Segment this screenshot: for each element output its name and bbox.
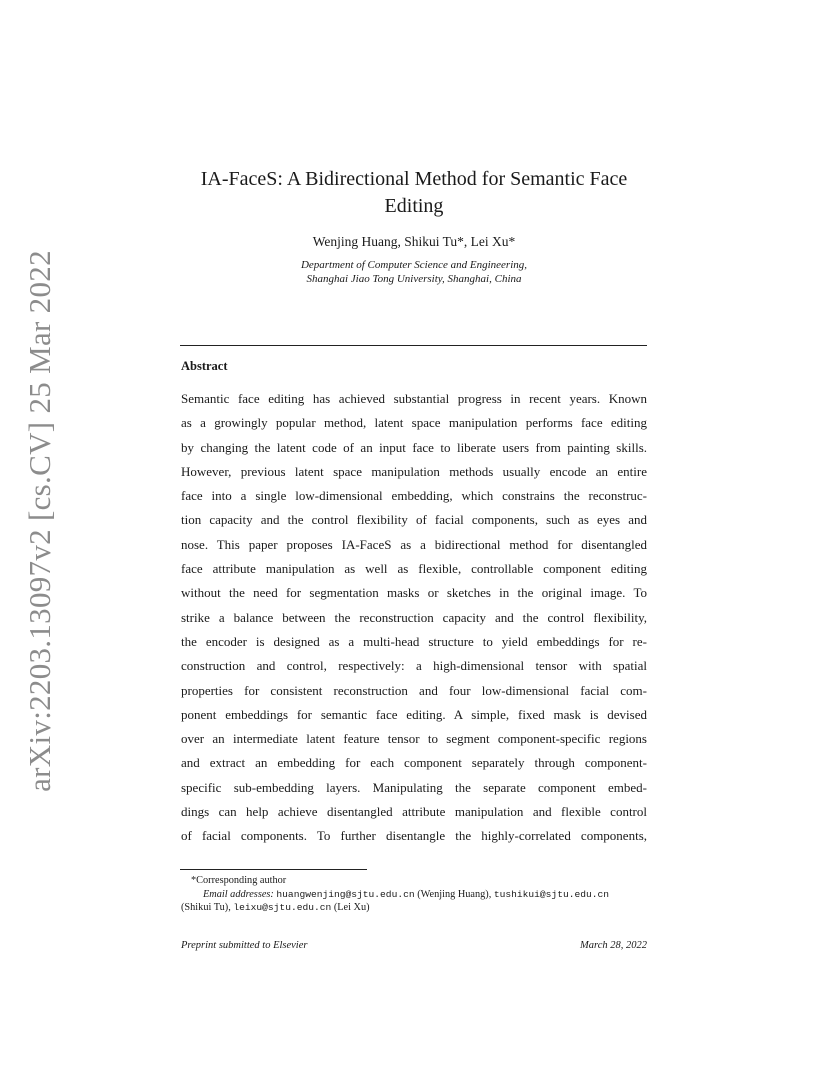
email-xu[interactable]: leixu@sjtu.edu.cn <box>233 902 332 913</box>
abstract-line: and extract an embedding for each component separately through component- <box>181 755 647 771</box>
abstract-line: Semantic face editing has achieved substantial progress in recent years. Known <box>181 391 647 406</box>
abstract-line: over an intermediate latent feature tensor to segment component-specific regions <box>181 731 647 747</box>
abstract-line: as a growingly popular method, latent space manipulation performs face editing <box>181 415 647 431</box>
title-line-2: Editing <box>384 195 444 217</box>
name-xu: (Lei Xu) <box>333 902 370 913</box>
authors: Wenjing Huang, Shikui Tu*, Lei Xu* <box>312 234 516 249</box>
paper-title <box>150 166 678 220</box>
abstract-line: strike a balance between the reconstruction capacity and the control flexibility, <box>181 609 647 625</box>
affiliation-line-1: Department of Computer Science and Engineering, <box>300 259 528 271</box>
abstract-line: of facial components. To further disentangle the highly-correlated components, <box>181 828 647 844</box>
name-huang: (Wenjing Huang), <box>417 888 492 900</box>
title-line-1: IA-FaceS: A Bidirectional Method for Semantic Face <box>200 168 628 190</box>
abstract-line: tion capacity and the control flexibility of facial components, such as eyes and <box>181 512 647 528</box>
email-tu[interactable]: tushikui@sjtu.edu.cn <box>493 888 610 900</box>
footnote-rule <box>180 869 367 870</box>
abstract-line: without the need for segmentation masks or sketches in the original image. To <box>181 585 647 601</box>
email-label: Email addresses: <box>203 888 274 900</box>
name-tu: (Shikui Tu), <box>181 902 231 913</box>
abstract-line: However, previous latent space manipulation methods usually encode an entire <box>181 463 647 479</box>
abstract-line: specific sub-embedding layers. Manipulating the separate component embed- <box>181 779 647 795</box>
preprint-note: Preprint submitted to Elsevier <box>181 940 308 951</box>
abstract-line: construction and control, respectively: a high-dimensional tensor with spatial <box>181 658 647 674</box>
corresponding-author-note: *Corresponding author <box>191 875 287 886</box>
email-line-2 <box>181 901 647 915</box>
abstract-line: by changing the latent code of an input face to liberate users from painting skills. <box>181 439 647 455</box>
abstract-body <box>181 387 647 849</box>
email-huang[interactable]: huangwenjing@sjtu.edu.cn <box>276 888 415 900</box>
arxiv-identifier <box>16 250 64 792</box>
top-rule <box>180 345 647 346</box>
abstract-line: face attribute manipulation as well as flexible, controllable component editing <box>181 561 647 577</box>
affiliation-line-2: Shanghai Jiao Tong University, Shanghai, China <box>306 273 522 285</box>
abstract-line: face into a single low-dimensional embedding, which constrains the reconstruc- <box>181 488 647 504</box>
email-line <box>181 888 647 902</box>
abstract-line: the encoder is designed as a multi-head structure to yield embeddings for re- <box>181 633 647 649</box>
affiliation <box>180 258 648 286</box>
preprint-date: March 28, 2022 <box>580 940 647 951</box>
abstract-line: properties for consistent reconstruction and four low-dimensional facial com- <box>181 682 647 698</box>
arxiv-identifier-text: arXiv:2203.13097v2 [cs.CV] 25 Mar 2022 <box>22 250 57 792</box>
footnote <box>181 874 647 915</box>
abstract-line: nose. This paper proposes IA-FaceS as a bidirectional method for disentangled <box>181 536 647 552</box>
abstract-line: ponent embeddings for semantic face editing. A simple, fixed mask is devised <box>181 706 647 722</box>
abstract-line: dings can help achieve disentangled attribute manipulation and flexible control <box>181 804 647 820</box>
abstract-heading: Abstract <box>181 359 228 373</box>
